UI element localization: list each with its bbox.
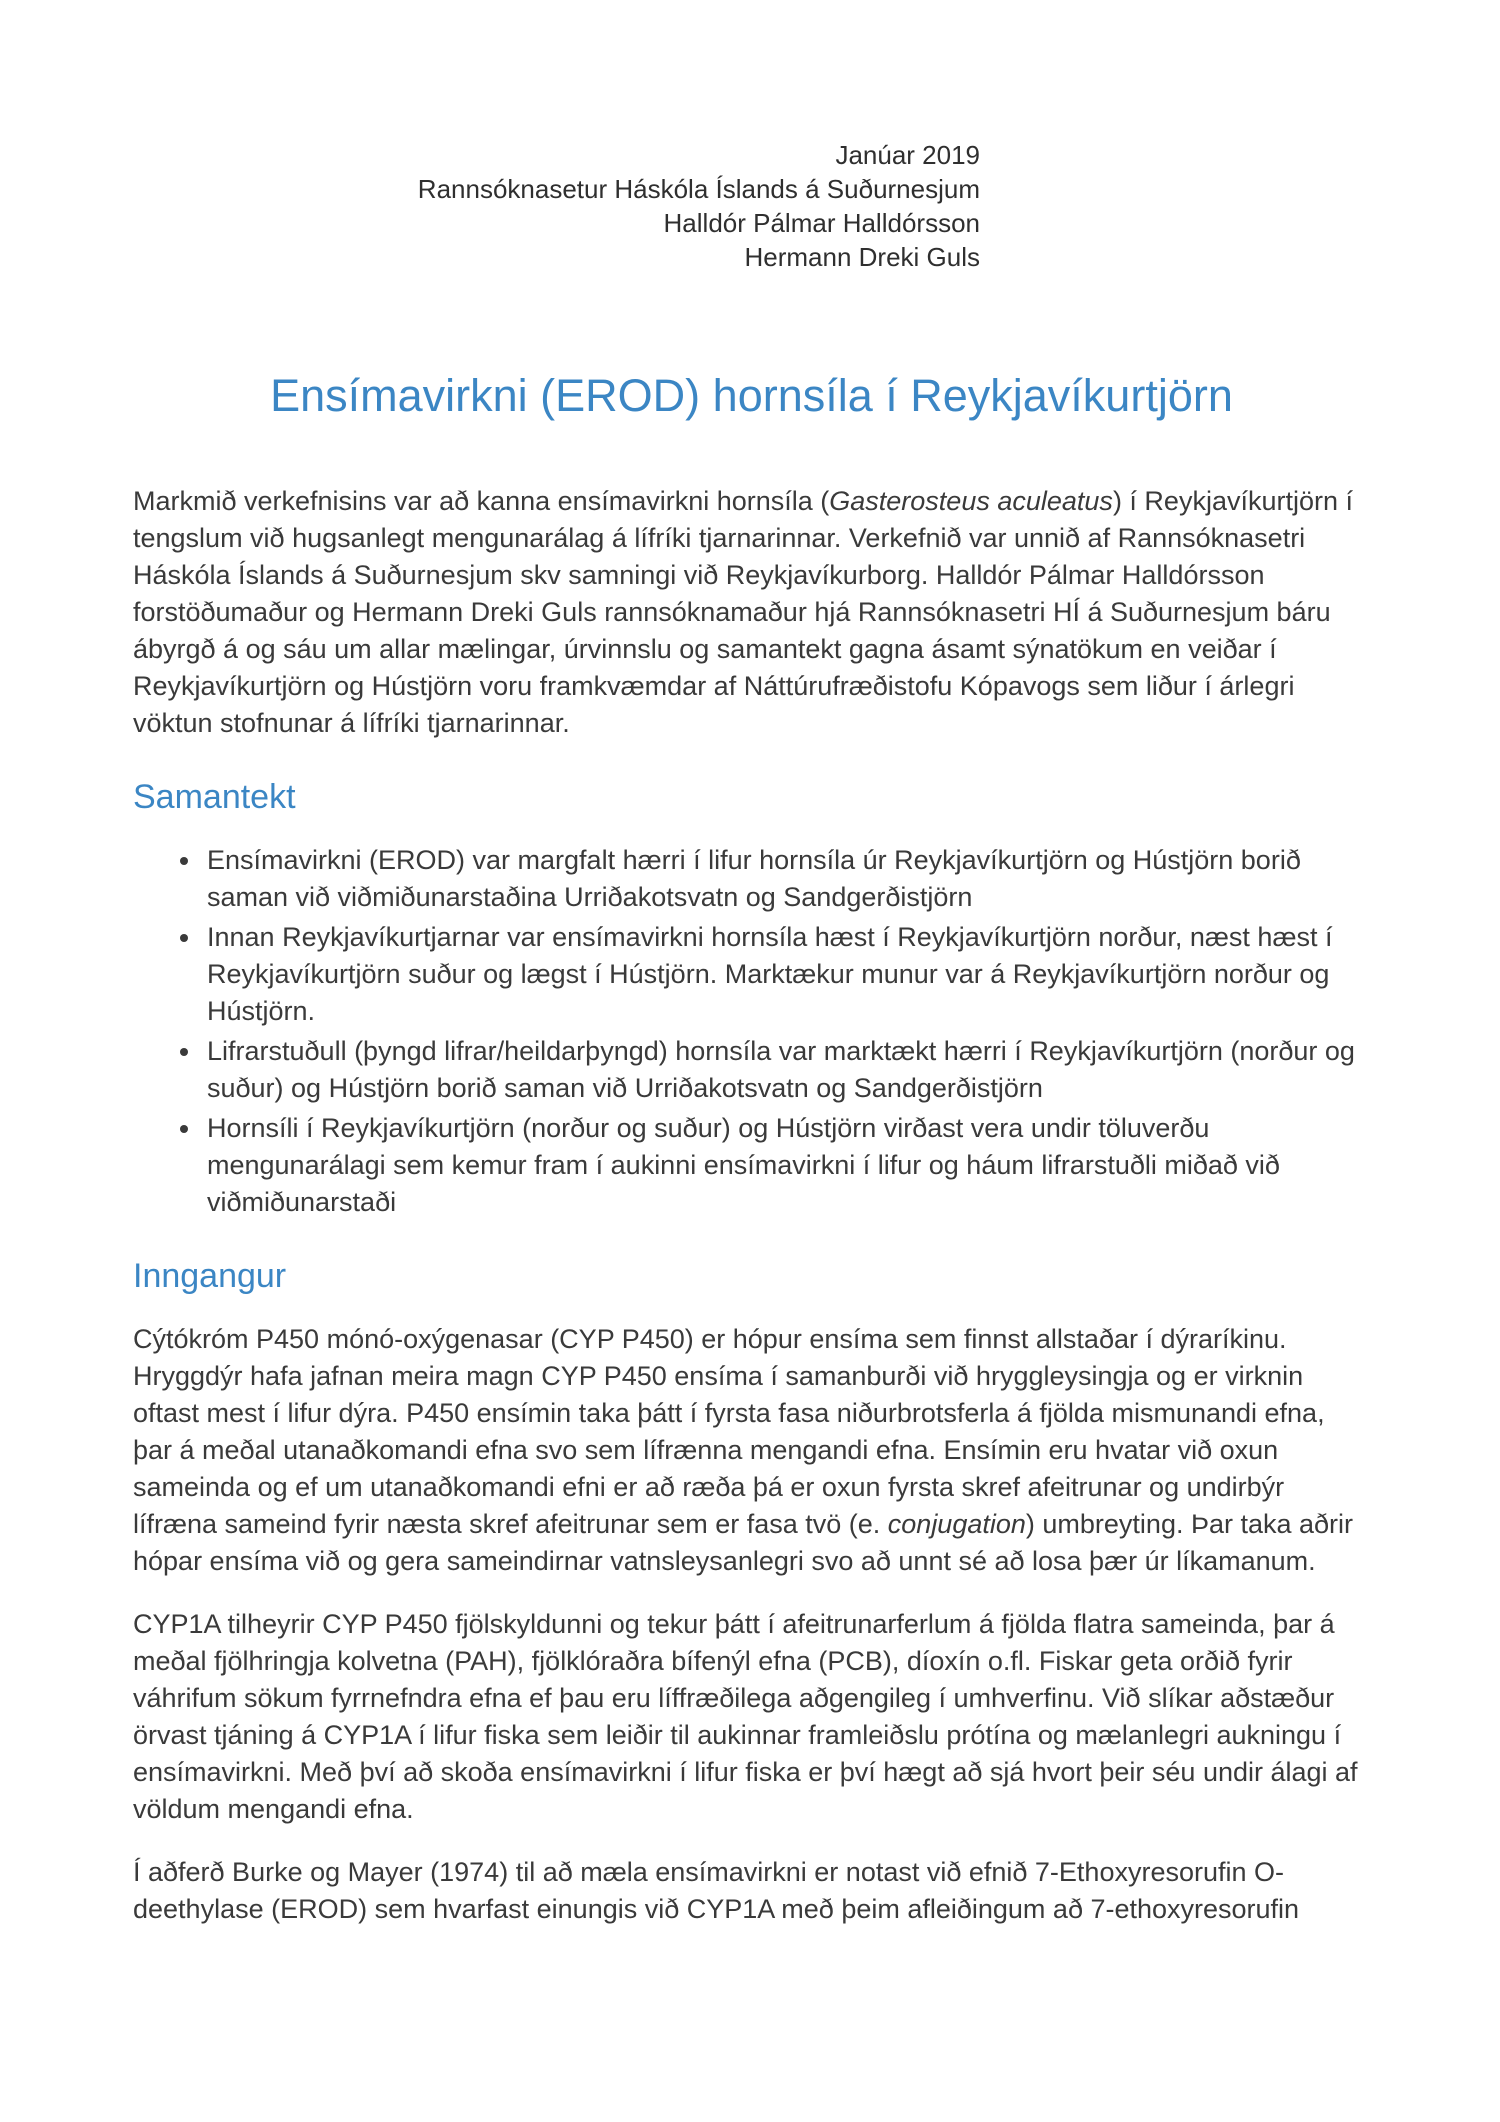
summary-bullet-list <box>133 842 1370 1221</box>
document-title: Ensímavirkni (EROD) hornsíla í Reykjavíkurtjörn <box>270 370 1233 421</box>
section-heading-samantekt: Samantekt <box>133 778 296 816</box>
summary-bullet-3: • Lifrarstuðull (þyngd lifrar/heildarþyngd) hornsíla var marktækt hærri í Reykjavíkurtjörn (norður og suður) og Hústjörn borið saman við Urriðakotsvatn og Sandgerðistjörn <box>203 1033 1370 1107</box>
header-author-1: Halldór Pálmar Halldórsson <box>663 208 980 238</box>
inngangur-paragraph-3: Í aðferð Burke og Mayer (1974) til að mæla ensímavirkni er notast við efnið 7-Ethoxyresorufin O-deethylase (EROD) sem hvarfast einungis við CYP1A með þeim afleiðingum að 7-ethoxyresorufin <box>133 1857 1300 1924</box>
header-date: Janúar 2019 <box>835 140 980 170</box>
intro-text-after-species: ) í Reykjavíkurtjörn í tengslum við hugsanlegt mengunarálag á lífríki tjarnarinnar. Verkefnið var unnið af Rannsóknasetri Háskóla Íslands á Suðurnesjum skv samningi við Reykjavíkurborg. Halldór Pálmar Halldórsson forstöðumaður og Hermann Dreki Guls rannsóknamaður hjá Rannsóknasetri HÍ á Suðurnesjum báru ábyrgð á og sáu um allar mælingar, úrvinnslu og samantekt gagna ásamt sýnatökum en veiðar í Reykjavíkurtjörn og Hústjörn voru framkvæmdar af Náttúrufræðistofu Kópavogs sem liður í árlegri vöktun stofnunar á lífríki tjarnarinnar. <box>133 486 1353 738</box>
header-institution: Rannsóknasetur Háskóla Íslands á Suðurnesjum <box>417 174 980 204</box>
intro-paragraph <box>133 483 1370 742</box>
summary-bullet-1: • Ensímavirkni (EROD) var margfalt hærri í lifur hornsíla úr Reykjavíkurtjörn og Hústjörn borið saman við viðmiðunarstaðina Urriðakotsvatn og Sandgerðistjörn <box>203 842 1370 916</box>
inngangur-paragraph-2: CYP1A tilheyrir CYP P450 fjölskyldunni og tekur þátt í afeitrunarferlum á fjölda flatra sameinda, þar á meðal fjölhringja kolvetna (PAH), fjölklóraðra bífenýl efna (PCB), díoxín o.fl. Fiskar geta orðið fyrir váhrifum sökum fyrrnefndra efna ef þau eru líffræðilega aðgengileg í umhverfinu. Við slíkar aðstæður örvast tjáning á CYP1A í lifur fiska sem leiðir til aukinnar framleiðslu prótína og mælanlegri aukningu í ensímavirkni. Með því að skoða ensímavirkni í lifur fiska er því hægt að sjá hvort þeir séu undir álagi af völdum mengandi efna. <box>133 1609 1358 1824</box>
inngangur-p1-before-italic: Cýtókróm P450 mónó-oxýgenasar (CYP P450) er hópur ensíma sem finnst allstaðar í dýraríkinu. Hryggdýr hafa jafnan meira magn CYP P450 ensíma í samanburði við hryggleysingja og er virknin oftast mest í lifur dýra. P450 ensímin taka þátt í fyrsta fasa niðurbrotsferla á fjölda mismunandi efna, þar á meðal utanaðkomandi efna svo sem lífrænna mengandi efna. Ensímin eru hvatar við oxun sameinda og ef um utanaðkomandi efni er að ræða þá er oxun fyrsta skref afeitrunar og undirbýr lífræna sameind fyrir næsta skref afeitrunar sem er fasa tvö (e. <box>133 1324 1325 1539</box>
document-header <box>133 138 1370 274</box>
section-heading-inngangur: Inngangur <box>133 1257 287 1295</box>
intro-text-before-species: Markmið verkefnisins var að kanna ensímavirkni hornsíla ( <box>133 486 830 516</box>
inngangur-p1-after-italic: ) umbreyting. Þar taka aðrir hópar ensíma við og gera sameindirnar vatnsleysanlegri svo að unnt sé að losa þær úr líkamanum. <box>133 1509 1354 1576</box>
summary-bullet-2: • Innan Reykjavíkurtjarnar var ensímavirkni hornsíla hæst í Reykjavíkurtjörn norður, næst hæst í Reykjavíkurtjörn suður og lægst í Hústjörn. Marktækur munur var á Reykjavíkurtjörn norður og Hústjörn. <box>203 919 1370 1030</box>
header-author-2: Hermann Dreki Guls <box>744 242 980 272</box>
summary-bullet-4: • Hornsíli í Reykjavíkurtjörn (norður og suður) og Hústjörn virðast vera undir töluverðu mengunarálagi sem kemur fram í aukinni ensímavirkni í lifur og háum lifrarstuðli miðað við viðmiðunarstaði <box>203 1110 1370 1221</box>
species-name-italic: Gasterosteus aculeatus <box>829 486 1113 516</box>
inngangur-paragraph-1 <box>133 1321 1370 1580</box>
conjugation-term-italic: conjugation <box>887 1509 1026 1539</box>
